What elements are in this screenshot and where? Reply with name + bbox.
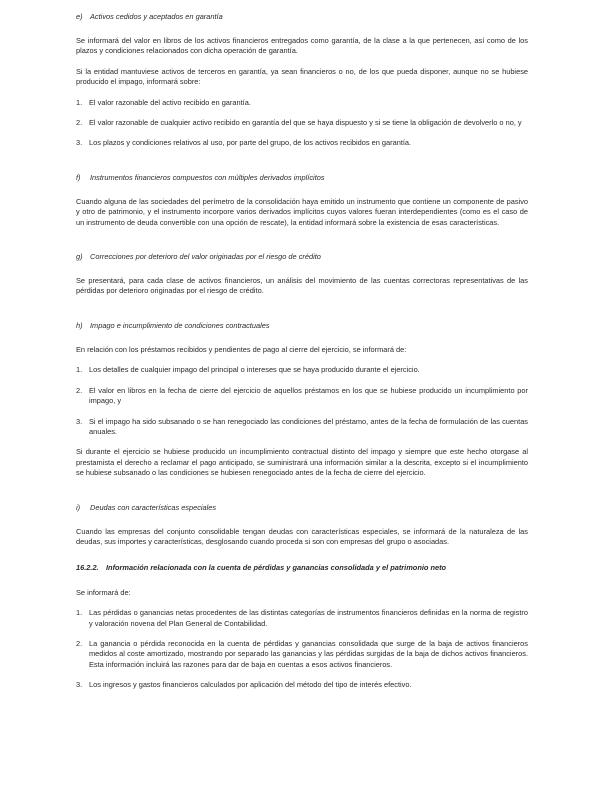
list-item: 2. El valor razonable de cualquier activo recibido en garantía del que se haya dispuesto y si se tiene la obligación de devolverlo o no, y [76, 118, 522, 128]
numbered-list [76, 98, 528, 149]
paragraph: Si la entidad mantuviese activos de terceros en garantía, ya sean financieros o no, de los que pueda disponer, aunque no se hubiese producido el impago, informará sobre: [76, 66, 528, 87]
list-item: 1. Las pérdidas o ganancias netas procedentes de las distintas categorías de instrumentos financieros definidas en la norma de registro y valoración novena del Plan General de Contabilidad. [76, 608, 528, 628]
paragraph: Se informará de: [76, 587, 131, 597]
list-item: 1. El valor razonable del activo recibido en garantía. [76, 97, 251, 107]
document-page [76, 12, 528, 701]
list-item: 3. Si el impago ha sido subsanado o se han renegociado las condiciones del préstamo, antes de la fecha de formulación de las cuentas anuales. [76, 416, 528, 436]
list-item: 3. Los plazos y condiciones relativos al uso, por parte del grupo, de los activos recibidos en garantía. [76, 138, 412, 148]
section-title-e: e) Activos cedidos y aceptados en garantía [76, 12, 223, 21]
subsection-heading: 16.2.2. Información relacionada con la cuenta de pérdidas y ganancias consolidada y el patrimonio neto [76, 563, 447, 573]
paragraph: Si durante el ejercicio se hubiese producido un incumplimiento contractual distinto del impago y siempre que este hecho otorgase al prestamista el derecho a reclamar el pago anticipado, se suministrará una información similar a la descrita, excepto si el incumplimiento se hubiese subsanado o las condiciones se hubiesen renegociado antes de la fecha de cierre del ejercicio. [76, 447, 528, 478]
section-title-h: h) Impago e incumplimiento de condiciones contractuales [76, 320, 270, 330]
list-item: 3. Los ingresos y gastos financieros calculados por aplicación del método del tipo de interés efectivo. [76, 680, 412, 690]
numbered-list [76, 365, 528, 437]
list-item: 1. Los detalles de cualquier impago del principal o intereses que se haya producido durante el ejercicio. [76, 365, 420, 375]
paragraph: Cuando las empresas del conjunto consolidable tengan deudas con características especiales, se informará de la naturaleza de las deudas, sus importes y características, desglosando cuando proceda si son con empresas del grupo o asociadas. [76, 526, 528, 546]
paragraph: Se presentará, para cada clase de activos financieros, un análisis del movimiento de las cuentas correctoras representativas de las pérdidas por deterioro originadas por el riesgo de crédito. [76, 276, 528, 296]
section-title-f: f) Instrumentos financieros compuestos con múltiples derivados implícitos [76, 172, 325, 182]
paragraph: Cuando alguna de las sociedades del perímetro de la consolidación haya emitido un instrumento que contiene un componente de pasivo y otro de patrimonio, y el instrumento incorpore varios derivados implícitos cuyos valores fueran interdependientes (como es el caso de un instrumento de deuda convertible con una opción de rescate), la entidad informará sobre la existencia de esas características. [76, 196, 528, 227]
section-title-g: g) Correcciones por deterioro del valor originadas por el riesgo de crédito [76, 252, 321, 262]
list-item: 2. La ganancia o pérdida reconocida en la cuenta de pérdidas y ganancias consolidada que surge de la baja de activos financieros medidos al coste amortizado, mostrando por separado las ganancias y las pérdidas surgidas de la baja de dichos activos financieros. Esta información incluirá las razones para dar de baja en cuentas a esos activos financieros. [76, 638, 528, 669]
paragraph: Se informará del valor en libros de los activos financieros entregados como garantía, de la clase a la que pertenecen, así como de los plazos y condiciones relacionados con dicha operación de garantía. [76, 36, 528, 56]
paragraph: En relación con los préstamos recibidos y pendientes de pago al cierre del ejercicio, se informará de: [76, 344, 407, 354]
section-title-i: i) Deudas con características especiales [76, 502, 217, 512]
numbered-list [76, 608, 528, 690]
list-item: 2. El valor en libros en la fecha de cierre del ejercicio de aquellos préstamos en los que se hubiese producido un incumplimiento por impago, y [76, 385, 528, 406]
